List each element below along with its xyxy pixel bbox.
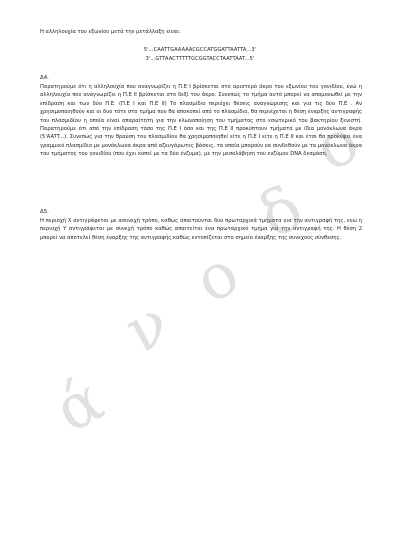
intro-text: Η αλληλουχία του εξωνίου μετά την μετάλλαξη είναι: (40, 29, 181, 35)
section-d4-paragraph: Παρατηρούμε ότι η αλληλουχία που αναγνωρίζει η Π.Ε I βρίσκεται στο αριστερό άκρο του εξωνίου του γονιδίου, ενώ η αλληλουχία που αναγνωρίζει η Π.Ε II βρίσκεται στο δεξί του άκρο. Συνεπώς το τμήμα αυτό μπορεί να απομονωθεί με την επίδραση και των δύο Π.Ε. (Π.Ε I και Π.Ε II) Το πλασμίδιο περιέχει θέσεις αναγνώρισης και για τις δύο Π.Ε . Αν χρησιμοποιηθούν και οι δυο τότε στο τμήμα που θα αποκοπεί από το πλασμίδιο, θα περιέχεται η θέση έναρξης αντιγραφής του πλασμιδίου η οποία είναι απαραίτητη για την κλωνοποίηση του τμήματος στο εσωτερικό του βακτηρίου ξενιστή. Παρατηρούμε ότι από την επίδραση τόσο της Π.Ε I όσο και της Π.Ε II προκύπτουν τμήματα με ίδια μονόκλωνα άκρα (5'AATT...). Συνεπώς για την θραύση του πλασμιδίου θα χρησιμοποιηθεί είτε η Π.Ε I είτε η Π.Ε II και έτσι θα προκύψει ένα γραμμικό πλασμίδιο με μονόκλωνα άκρα από αζευγάρωτες βάσεις, τα οποία μπορούν να συνδεθούν με τα μονόκλωνα άκρα του τμήματος του γονιδίου (που έχει κοπεί με τα δύο ένζυμα), με την μεσολάβηση του ενζύμου DNA δεσμάση. (40, 84, 362, 158)
watermark-letter: δ (247, 170, 315, 253)
section-d5-paragraph: Η περιοχή Χ αντιγράφεται με ασυνεχή τρόπο, καθώς απαιτούνται δύο πρωταρχικά τμήματα για την αντιγραφή της, ενώ η περιοχή Υ αντιγράφεται με συνεχή τρόπο καθώς απαιτείται ένα πρωταρχικό τμήμα για την αντιγραφή της. Η θέση 2 μπορεί να αποτελεί θέση έναρξης της αντιγραφής καθώς εντοπίζεται στο σημείο έναρξης της συνεχούς σύνθεσης. (40, 218, 362, 241)
watermark-letter: ν (113, 285, 181, 368)
watermark-letter: ά (43, 362, 115, 447)
section-d5-heading: Δ5. (40, 209, 49, 215)
watermark-letter: ο (183, 235, 251, 318)
sequence-line-2: 3'...GTTAACTTTTTGCGGTACCTAATTAAT...5' (145, 56, 255, 62)
sequence-line-1: 5'...CAATTGAAAAACGCCATGGATTAATTA...3' (143, 47, 257, 53)
section-d4-heading: Δ4. (40, 75, 49, 81)
watermark-letter: ο (303, 103, 371, 186)
